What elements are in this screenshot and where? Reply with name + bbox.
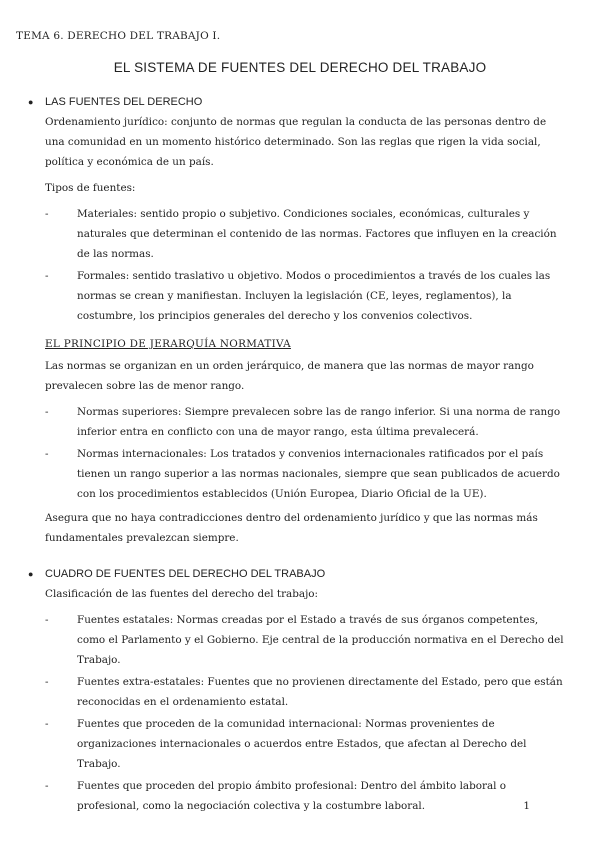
list-item: - Normas internacionales: Los tratados y convenios internacionales ratificados por el país tienen un rango superior a las normas nacionales, siempre que sean publicados de acuerdo con los procedimientos establecidos (Unión Europea, Diario Oficial de la UE).	[45, 444, 564, 504]
list-item: - Fuentes que proceden de la comunidad internacional: Normas provenientes de organizaciones internacionales o acuerdos entre Estados, que afectan al Derecho del Trabajo.	[45, 714, 564, 774]
dash-icon: -	[45, 270, 49, 282]
list-item: - Formales: sentido traslativo u objetivo. Modos o procedimientos a través de los cuales las normas se crean y manifiestan. Incluyen la legislación (CE, leyes, reglamentos), la costumbre, los principios generales del derecho y los convenios colectivos.	[45, 266, 564, 326]
document-header: TEMA 6. DERECHO DEL TRABAJO I.	[16, 30, 221, 42]
list-item: - Fuentes estatales: Normas creadas por el Estado a través de sus órganos competentes, como el Parlamento y el Gobierno. Eje central de la producción normativa en el Derecho del Trabajo.	[45, 610, 564, 670]
dash-list	[45, 610, 564, 816]
dash-icon: -	[45, 208, 49, 220]
paragraph: Clasificación de las fuentes del derecho del trabajo:	[45, 588, 319, 600]
dash-icon: -	[45, 448, 49, 460]
list-item: - Normas superiores: Siempre prevalecen sobre las de rango inferior. Si una norma de rango inferior entra en conflicto con una de mayor rango, esta última prevalecerá.	[45, 402, 564, 442]
document-body	[28, 92, 564, 820]
dash-icon: -	[45, 718, 49, 730]
section-heading-text: CUADRO DE FUENTES DEL DERECHO DEL TRABAJO	[45, 568, 326, 580]
list-item: - Fuentes extra-estatales: Fuentes que no provienen directamente del Estado, pero que están reconocidas en el ordenamiento estatal.	[45, 672, 564, 712]
dash-icon: -	[45, 614, 49, 626]
bullet-icon: ●	[28, 97, 34, 107]
section-heading-text: LAS FUENTES DEL DERECHO	[45, 96, 203, 108]
page-number: 1	[523, 800, 530, 812]
dash-icon: -	[45, 780, 49, 792]
paragraph: Tipos de fuentes:	[45, 182, 136, 194]
bullet-icon: ●	[28, 569, 34, 579]
section-heading-cuadro	[28, 564, 564, 584]
page-title: EL SISTEMA DE FUENTES DEL DERECHO DEL TRABAJO	[113, 60, 487, 75]
dash-list	[45, 204, 564, 326]
list-item: - Fuentes que proceden del propio ámbito profesional: Dentro del ámbito laboral o profesional, como la negociación colectiva y la costumbre laboral.	[45, 776, 564, 816]
dash-icon: -	[45, 406, 49, 418]
paragraph: Ordenamiento jurídico: conjunto de normas que regulan la conducta de las personas dentro de una comunidad en un momento histórico determinado. Son las reglas que rigen la vida social, política y económica de un país.	[45, 116, 547, 168]
dash-icon: -	[45, 676, 49, 688]
paragraph: Asegura que no haya contradicciones dentro del ordenamiento jurídico y que las normas más fundamentales prevalezcan siempre.	[45, 512, 538, 544]
list-item: - Materiales: sentido propio o subjetivo. Condiciones sociales, económicas, culturales y naturales que determinan el contenido de las normas. Factores que influyen en la creación de las normas.	[45, 204, 564, 264]
section-heading-fuentes	[28, 92, 564, 112]
dash-list	[45, 402, 564, 504]
subheading-jerarquia: EL PRINCIPIO DE JERARQUÍA NORMATIVA	[45, 338, 291, 350]
paragraph: Las normas se organizan en un orden jerárquico, de manera que las normas de mayor rango prevalecen sobre las de menor rango.	[45, 360, 534, 392]
